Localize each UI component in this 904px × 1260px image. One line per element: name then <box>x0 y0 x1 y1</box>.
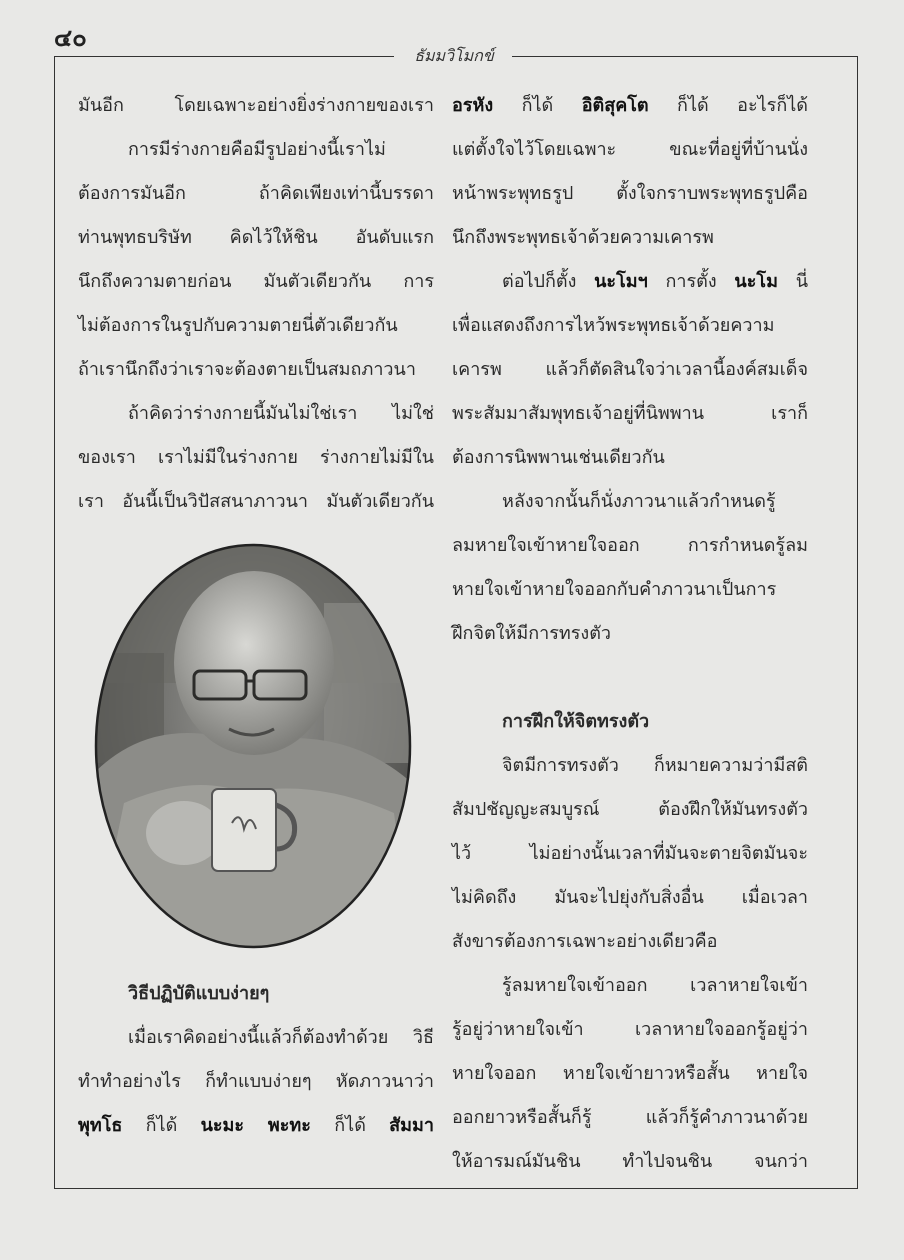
text-line: หลังจากนั้นก็นั่งภาวนาแล้วกำหนดรู้ <box>502 491 776 512</box>
bold-term: อรหัง <box>452 95 494 116</box>
left-column <box>78 84 434 524</box>
inline-text: ก็ได้ <box>493 95 582 116</box>
inline-text: ต่อไปก็ตั้ง <box>502 271 595 292</box>
bold-term: อิติสุคโต <box>581 95 649 116</box>
monk-portrait-photo <box>94 543 412 949</box>
text-line: ฝึกจิตให้มีการทรงตัว <box>452 623 611 644</box>
section-heading: วิธีปฏิบัติแบบง่ายๆ <box>128 983 270 1004</box>
text-line <box>452 260 808 304</box>
text-line: เมื่อเราคิดอย่างนี้แล้วก็ต้องทำด้วย วิธี <box>128 1027 434 1048</box>
text-line: สังขารต้องการเฉพาะอย่างเดียวคือ <box>452 931 718 952</box>
text-line: สัมปชัญญะสมบูรณ์ ต้องฝึกให้มันทรงตัว <box>452 799 808 820</box>
text-line: เรา อันนี้เป็นวิปัสสนาภาวนา มันตัวเดียวกัน <box>78 491 434 512</box>
text-line: หน้าพระพุทธรูป ตั้งใจกราบพระพุทธรูปคือ <box>452 183 808 204</box>
text-line: รู้ลมหายใจเข้าออก เวลาหายใจเข้า <box>502 975 808 996</box>
text-line: ถ้าเรานึกถึงว่าเราจะต้องตายเป็นสมถภาวนา <box>78 359 416 380</box>
text-line: ทำทำอย่างไร ก็ทำแบบง่ายๆ หัดภาวนาว่า <box>78 1071 434 1092</box>
running-header: ธัมมวิโมกข์ <box>414 46 494 65</box>
inline-text: ก็ได้ <box>310 1115 390 1136</box>
right-column <box>452 84 808 1184</box>
text-line: มันอีก โดยเฉพาะอย่างยิ่งร่างกายของเรา <box>78 95 434 116</box>
inline-text: การตั้ง <box>647 271 735 292</box>
bold-term: นะโม <box>734 271 778 292</box>
text-line: พระสัมมาสัมพุทธเจ้าอยู่ที่นิพพาน เราก็ <box>452 403 808 424</box>
text-line: เพื่อแสดงถึงการไหว้พระพุทธเจ้าด้วยความ <box>452 315 775 336</box>
inline-text: นี่ <box>777 271 808 292</box>
text-line: รู้อยู่ว่าหายใจเข้า เวลาหายใจออกรู้อยู่ว่า <box>452 1019 808 1040</box>
inline-text: ก็ได้ <box>122 1115 201 1136</box>
text-line: ไว้ ไม่อย่างนั้นเวลาที่มันจะตายจิตมันจะ <box>452 843 808 864</box>
inline-text: ก็ได้ อะไรก็ได้ <box>648 95 808 116</box>
text-line <box>78 1104 434 1148</box>
bold-term: สัมมา <box>389 1115 434 1136</box>
bold-term: พุทโธ <box>78 1115 123 1136</box>
text-line: ออกยาวหรือสั้นก็รู้ แล้วก็รู้คำภาวนาด้วย <box>452 1107 808 1128</box>
text-line <box>452 84 808 128</box>
text-line: ให้อารมณ์มันชิน ทำไปจนชิน จนกว่า <box>452 1151 808 1172</box>
bold-term: นะโมฯ <box>594 271 648 292</box>
spacer <box>452 656 808 700</box>
page-number: ๔๐ <box>54 23 87 52</box>
left-column-bottom <box>78 972 434 1148</box>
text-line: ไม่ต้องการในรูปกับความตายนี่ตัวเดียวกัน <box>78 315 398 336</box>
text-line: ท่านพุทธบริษัท คิดไว้ให้ชิน อันดับแรก <box>78 227 434 248</box>
frame-top-left-rule <box>54 56 394 57</box>
text-line: เคารพ แล้วก็ตัดสินใจว่าเวลานี้องค์สมเด็จ <box>452 359 808 380</box>
frame-top-right-rule <box>512 56 858 57</box>
text-line: ต้องการนิพพานเช่นเดียวกัน <box>452 447 665 468</box>
text-line: จิตมีการทรงตัว ก็หมายความว่ามีสติ <box>502 755 808 776</box>
text-line: นึกถึงพระพุทธเจ้าด้วยความเคารพ <box>452 227 714 248</box>
text-line: นึกถึงความตายก่อน มันตัวเดียวกัน การ <box>78 271 434 292</box>
text-line: ต้องการมันอีก ถ้าคิดเพียงเท่านี้บรรดา <box>78 183 434 204</box>
portrait-image <box>94 543 412 949</box>
text-line: ของเรา เราไม่มีในร่างกาย ร่างกายไม่มีใน <box>78 447 434 468</box>
text-line: แต่ตั้งใจไว้โดยเฉพาะ ขณะที่อยู่ที่บ้านนั่ง <box>452 139 808 160</box>
text-line: หายใจออก หายใจเข้ายาวหรือสั้น หายใจ <box>452 1063 808 1084</box>
text-line: ลมหายใจเข้าหายใจออก การกำหนดรู้ลม <box>452 535 808 556</box>
text-line: ถ้าคิดว่าร่างกายนี้มันไม่ใช่เรา ไม่ใช่ <box>128 403 434 424</box>
text-line: ไม่คิดถึง มันจะไปยุ่งกับสิ่งอื่น เมื่อเวลา <box>452 887 808 908</box>
text-line: การมีร่างกายคือมีรูปอย่างนี้เราไม่ <box>128 139 386 160</box>
bold-term: นะมะ พะทะ <box>200 1115 311 1136</box>
section-heading: การฝึกให้จิตทรงตัว <box>502 711 650 732</box>
text-line: หายใจเข้าหายใจออกกับคำภาวนาเป็นการ <box>452 579 777 600</box>
